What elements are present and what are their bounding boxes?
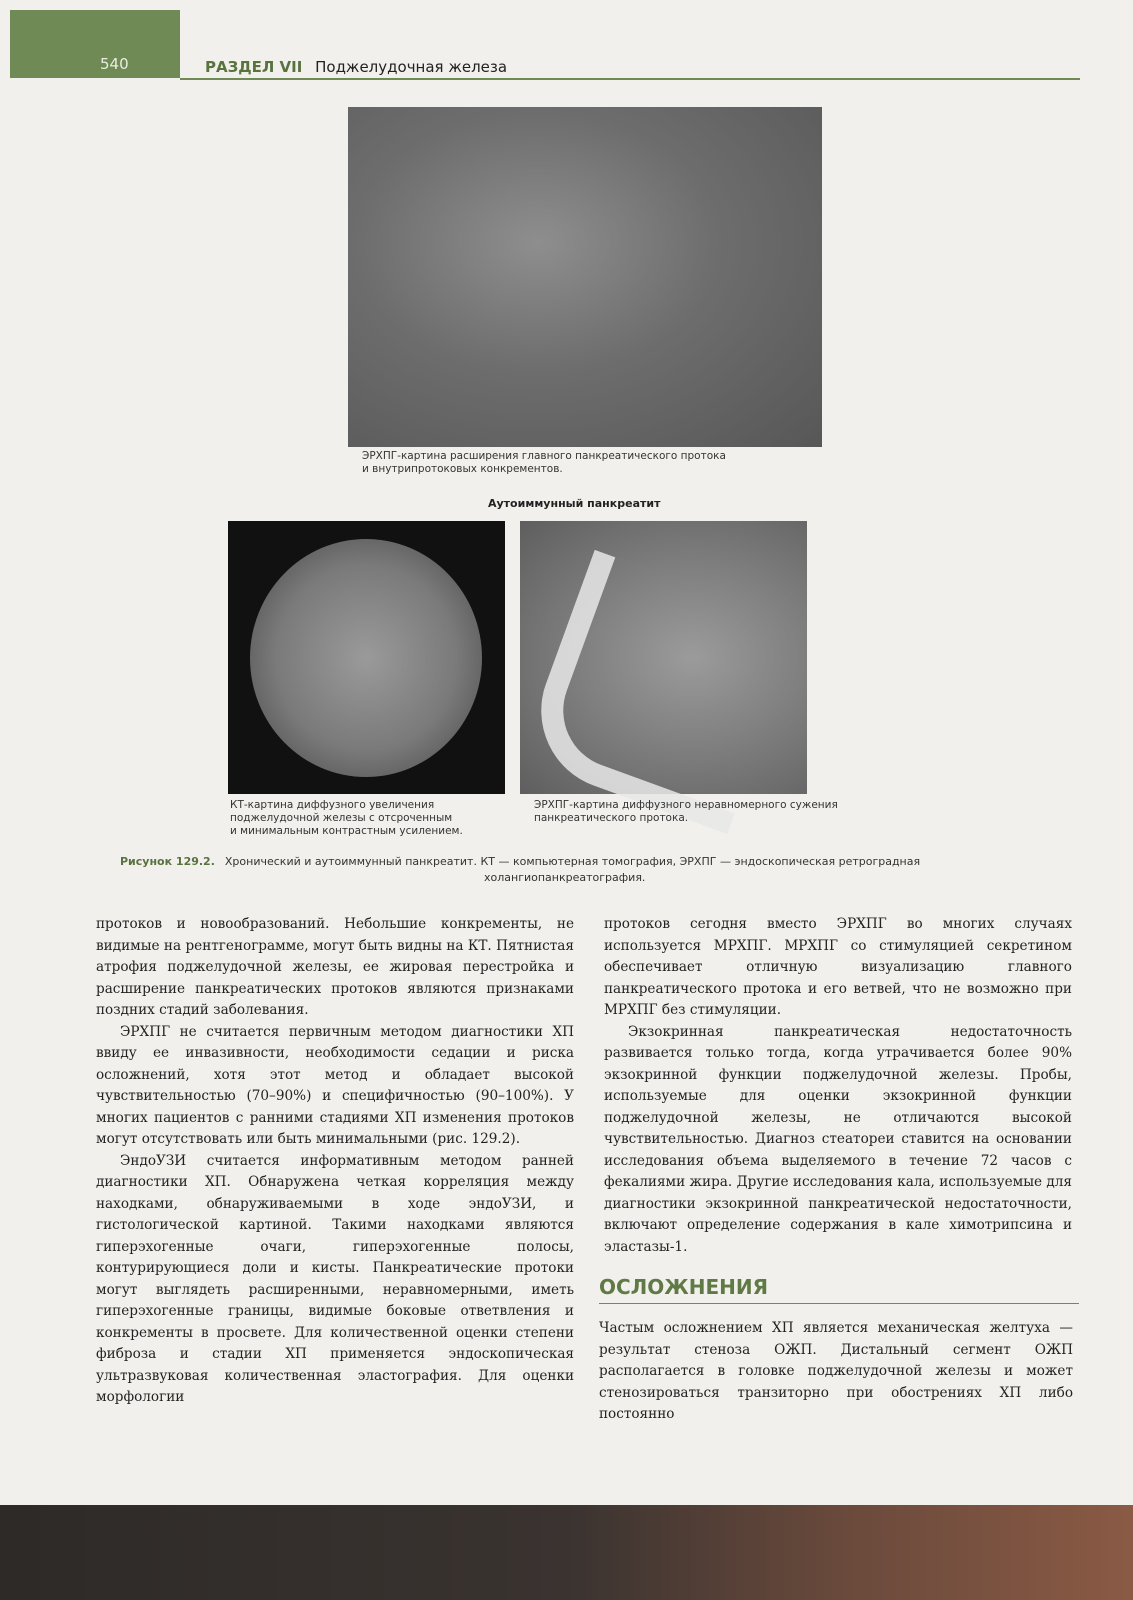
caption-line: и минимальным контрастным усилением. (230, 825, 463, 837)
caption-line: и внутрипротоковых конкрементов. (362, 463, 563, 475)
ct-body-cross-section (250, 539, 482, 777)
left-column (96, 914, 574, 1409)
right-column-continued (599, 1318, 1073, 1426)
paragraph: Частым осложнением ХП является механическая желтуха — результат стеноза ОЖП. Дистальный сегмент ОЖП располагается в головке поджелудочной железы и может стенозироваться транзиторно при обострениях ХП либо постоянно (599, 1320, 1073, 1422)
ct-scan-image (228, 521, 505, 794)
section-title: Поджелудочная железа (315, 58, 508, 76)
paragraph: ЭндоУЗИ считается информативным методом ранней диагностики ХП. Обнаружена четкая корреляция между находками, обнаруживаемыми в ходе эндоУЗИ, и гистологической картиной. Такими находками являются гиперэхогенные очаги, гиперэхогенные полосы, контурирующиеся доли и кисты. Панкреатические протоки могут выглядеть расширенными, неравномерными, иметь гиперэхогенные границы, видимые боковые ответвления и конкременты в просвете. Для количественной оценки степени фиброза и стадии ХП применяется эндоскопическая ультразвуковая количественная эластография. Для оценки морфологии (96, 1152, 574, 1405)
ercp-dilated-duct-image (348, 107, 822, 447)
endoscope-shape (519, 550, 804, 835)
ercp-dilated-duct-caption (362, 450, 832, 476)
paragraph: Экзокринная панкреатическая недостаточность развивается только тогда, когда утрачивается более 90% экзокринной функции поджелудочной железы. Пробы, используемые для оценки экзокринной функции поджелудочной железы, не отличаются высокой чувствительностью. Диагноз стеатореи ставится на основании исследования объема выделяемого в течение 72 часов с фекалиями жира. Другие исследования кала, используемые для диагностики экзокринной панкреатической недостаточности, включают определение содержания в кале химотрипсина и эластазы-1. (604, 1023, 1072, 1255)
figure-caption (120, 854, 1070, 886)
ercp-narrowed-caption (534, 799, 904, 825)
header-rule (180, 78, 1080, 80)
page-number-box (10, 10, 180, 78)
caption-line: ЭРХПГ-картина диффузного неравномерного сужения (534, 799, 838, 811)
paragraph: протоков сегодня вместо ЭРХПГ во многих случаях используется МРХПГ. МРХПГ со стимуляцией секретином обеспечивает отличную визуализацию главного панкреатического протока и его ветвей, что не возможно при МРХПГ без стимуляции. (604, 916, 1072, 1018)
autoimmune-subtitle: Аутоиммунный панкреатит (488, 497, 661, 510)
page-number: 540 (100, 55, 129, 73)
caption-line: КТ-картина диффузного увеличения (230, 799, 435, 811)
section-label: РАЗДЕЛ VII (205, 58, 303, 76)
paragraph: протоков и новообразований. Небольшие конкременты, не видимые на рентгенограмме, могут быть видны на КТ. Пятнистая атрофия поджелудочной железы, ее жировая перестройка и расширение панкреатических протоков являются признаками поздних стадий заболевания. (96, 916, 574, 1018)
figure-label: Рисунок 129.2. (120, 855, 215, 868)
section-heading: ОСЛОЖНЕНИЯ (599, 1275, 1079, 1304)
figure-caption-text-2: холангиопанкреатография. (484, 871, 646, 884)
caption-line: панкреатического протока. (534, 812, 689, 824)
paragraph: ЭРХПГ не считается первичным методом диагностики ХП ввиду ее инвазивности, необходимости седации и риска осложнений, хотя этот метод и обладает высокой чувствительностью (70–90%) и специфичностью (90–100%). У многих пациентов с ранними стадиями ХП изменения протоков могут отсутствовать или быть минимальными (рис. 129.2). (96, 1023, 574, 1147)
running-header (205, 58, 507, 76)
caption-line: поджелудочной железы с отсроченным (230, 812, 453, 824)
background-surface (0, 1505, 1133, 1600)
ct-caption (230, 799, 510, 838)
ercp-narrowed-duct-image (520, 521, 807, 794)
figure-caption-text: Хронический и аутоиммунный панкреатит. КТ — компьютерная томография, ЭРХПГ — эндоскопическая ретроградная (224, 855, 921, 868)
right-column (604, 914, 1072, 1258)
caption-line: ЭРХПГ-картина расширения главного панкреатического протока (362, 450, 726, 462)
